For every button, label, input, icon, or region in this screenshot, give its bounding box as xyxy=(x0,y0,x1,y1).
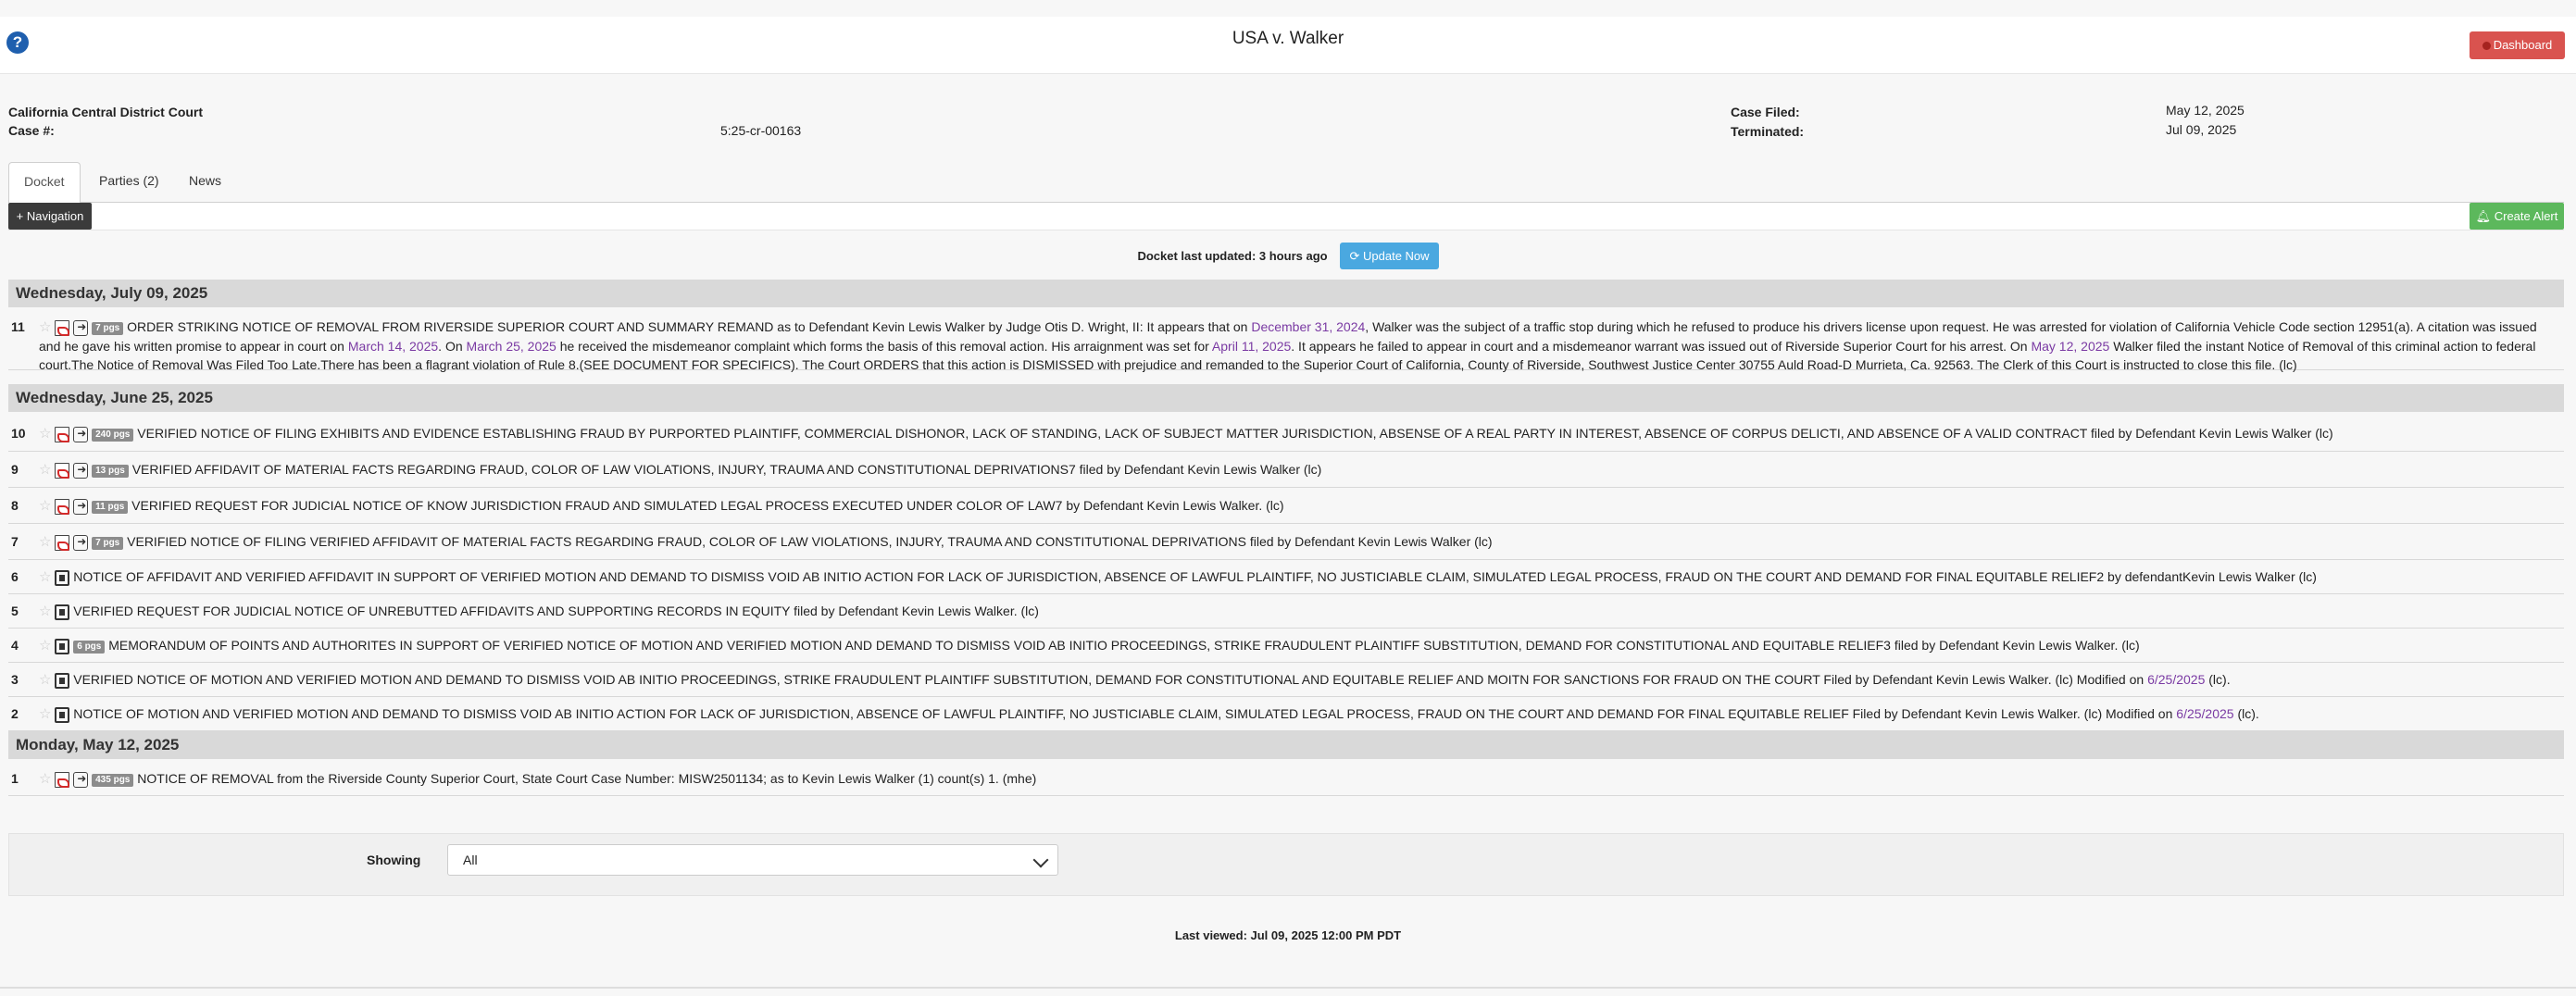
case-number: 5:25-cr-00163 xyxy=(720,123,802,138)
share-icon[interactable] xyxy=(73,535,88,551)
page-count-badge: 435 pgs xyxy=(92,774,133,787)
tab-docket[interactable]: Docket xyxy=(8,162,81,204)
entry-text-part: , Walker was the subject of a traffic stop during which he refused to produce his drivers license upon request. He was arrested for violation of California Vehicle Code section 12951(a). A citation was issued and he gave his written promise to appear in court on xyxy=(39,319,2537,354)
docket-entry-4 xyxy=(8,629,2564,663)
bell-icon: 🔔︎ xyxy=(2475,209,2495,223)
case-filed-label: Case Filed: xyxy=(1731,105,1800,119)
entry-number: 10 xyxy=(11,426,26,441)
create-alert-label: Create Alert xyxy=(2494,209,2558,223)
entry-description: VERIFIED NOTICE OF MOTION AND VERIFIED MOTION AND DEMAND TO DISMISS VOID AB INITIO PROCEEDINGS, STRIKE FRAUDULENT PLAINTIFF SUBSTITUTION, DEMAND FOR CONSTITUTIONAL AND EQUITABLE RELIEF AND MOITN FOR SANCTIONS FOR FRAUD ON THE COURT Filed by Defendant Kevin Lewis Walker. (lc) Modified on xyxy=(73,672,2148,687)
entry-description: NOTICE OF MOTION AND VERIFIED MOTION AND DEMAND TO DISMISS VOID AB INITIO ACTION FOR LACK OF JURISDICTION, ABSENCE OF LAWFUL PLAINTIFF, NO JUSTICIABLE CLAIM, SIMULATED LEGAL PROCESS, FRAUD ON THE COURT AND DEMAND FOR FINAL EQUITABLE RELIEF Filed by Defendant Kevin Lewis Walker. (lc) Modified on xyxy=(73,706,2177,721)
entry-number: 7 xyxy=(11,534,19,549)
docket-entry-5 xyxy=(8,594,2564,629)
entry-text-part: . It appears he failed to appear in court and a misdemeanor warrant was issued out of Riverside Superior Court for his arrest. On xyxy=(1291,339,2032,354)
share-icon[interactable] xyxy=(73,320,88,336)
navigation-button[interactable]: + Navigation xyxy=(8,203,92,230)
last-updated-text: Docket last updated: 3 hours ago xyxy=(1137,249,1328,263)
share-icon[interactable] xyxy=(73,463,88,479)
docket-entry-3 xyxy=(8,663,2564,697)
entry-text xyxy=(39,602,2560,621)
star-icon[interactable]: ☆ xyxy=(39,569,52,585)
star-icon[interactable]: ☆ xyxy=(39,534,52,550)
star-icon[interactable]: ☆ xyxy=(39,462,52,478)
pdf-icon[interactable] xyxy=(55,427,69,442)
share-icon[interactable] xyxy=(73,772,88,788)
entry-text-part: ORDER STRIKING NOTICE OF REMOVAL FROM RIVERSIDE SUPERIOR COURT AND SUMMARY REMAND as to Defendant Kevin Lewis Walker by Judge Otis D. Wright, II: It appears that on xyxy=(127,319,1252,334)
star-icon[interactable]: ☆ xyxy=(39,498,52,514)
docket-entry-1 xyxy=(8,761,2564,796)
date-link[interactable]: March 14, 2025 xyxy=(347,339,439,354)
chevron-down-icon xyxy=(1033,853,1049,868)
share-icon[interactable] xyxy=(73,427,88,442)
showing-label: Showing xyxy=(367,853,421,867)
terminated-date: Jul 09, 2025 xyxy=(2166,122,2237,137)
entry-text xyxy=(39,460,2560,479)
pdf-icon[interactable] xyxy=(55,772,69,788)
last-viewed-text: Last viewed: Jul 09, 2025 12:00 PM PDT xyxy=(1174,928,1402,942)
update-now-label: Update Now xyxy=(1363,249,1430,263)
tab-parties[interactable]: Parties (2) xyxy=(99,173,159,188)
entry-number: 9 xyxy=(11,462,19,477)
update-now-button[interactable] xyxy=(1340,243,1438,269)
modified-date-link[interactable]: 6/25/2025 xyxy=(2147,672,2206,687)
page-count-badge: 6 pgs xyxy=(73,641,105,654)
case-info xyxy=(8,105,2564,142)
tab-bar xyxy=(8,162,2564,203)
film-icon[interactable] xyxy=(55,639,69,654)
pdf-icon[interactable] xyxy=(55,320,69,336)
date-link[interactable]: May 12, 2025 xyxy=(2031,339,2110,354)
share-icon[interactable] xyxy=(73,499,88,515)
entry-number: 3 xyxy=(11,672,19,687)
entry-tail: (lc). xyxy=(2233,706,2259,721)
entry-text-part: . On xyxy=(438,339,467,354)
pdf-icon[interactable] xyxy=(55,535,69,551)
film-icon[interactable] xyxy=(55,707,69,723)
dashboard-icon xyxy=(2482,42,2491,50)
refresh-icon: ⟳ xyxy=(1349,249,1363,263)
docket-entry-8 xyxy=(8,488,2564,524)
showing-select[interactable] xyxy=(447,844,1058,876)
entry-description: VERIFIED REQUEST FOR JUDICIAL NOTICE OF UNREBUTTED AFFIDAVITS AND SUPPORTING RECORDS IN EQUITY filed by Defendant Kevin Lewis Walker. (lc) xyxy=(73,604,1039,618)
star-icon[interactable]: ☆ xyxy=(39,426,52,442)
entry-text xyxy=(39,317,2560,374)
date-link[interactable]: March 25, 2025 xyxy=(466,339,556,354)
film-icon[interactable] xyxy=(55,604,69,620)
entry-text-part: he received the misdemeanor complaint which forms the basis of this removal action. His arraignment was set for xyxy=(556,339,1212,354)
page-count-badge: 13 pgs xyxy=(92,465,129,478)
entry-number: 5 xyxy=(11,604,19,618)
star-icon[interactable]: ☆ xyxy=(39,638,52,654)
docket-entry-10 xyxy=(8,417,2564,452)
help-icon[interactable]: ? xyxy=(6,31,29,54)
docket-entry-2 xyxy=(8,697,2564,731)
entry-tail: (lc). xyxy=(2205,672,2231,687)
bottom-divider xyxy=(0,987,2576,989)
entry-text xyxy=(39,769,2560,789)
date-header: Wednesday, July 09, 2025 xyxy=(8,280,2564,307)
docket-toolbar xyxy=(8,203,2564,230)
page-title: USA v. Walker xyxy=(1232,29,1344,48)
page-count-badge: 7 pgs xyxy=(92,537,123,550)
docket-entry-9 xyxy=(8,452,2564,488)
tab-news[interactable]: News xyxy=(189,173,222,188)
entry-description: NOTICE OF AFFIDAVIT AND VERIFIED AFFIDAVIT IN SUPPORT OF VERIFIED MOTION AND DEMAND TO DISMISS VOID AB INITIO ACTION FOR LACK OF JURISDICTION, ABSENCE OF LAWFUL PLAINTIFF, NO JUSTICIABLE CLAIM, SIMULATED LEGAL PROCESS, FRAUD ON THE COURT AND DEMAND FOR FINAL EQUITABLE RELIEF2 by defendantKevin Lewis Walker (lc) xyxy=(73,569,2317,584)
entry-text xyxy=(39,424,2560,443)
date-header: Monday, May 12, 2025 xyxy=(8,731,2564,759)
entry-description: VERIFIED AFFIDAVIT OF MATERIAL FACTS REGARDING FRAUD, COLOR OF LAW VIOLATIONS, INJURY, TRAUMA AND CONSTITUTIONAL DEPRIVATIONS7 filed by Defendant Kevin Lewis Walker (lc) xyxy=(131,462,1322,477)
entry-number: 8 xyxy=(11,498,19,513)
docket-entry-11 xyxy=(8,315,2564,370)
pdf-icon[interactable] xyxy=(55,463,69,479)
entry-description: VERIFIED NOTICE OF FILING EXHIBITS AND EVIDENCE ESTABLISHING FRAUD BY PURPORTED PLAINTIFF, COMMERCIAL DISHONOR, LACK OF STANDING, LACK OF SUBJECT MATTER JURISDICTION, ABSENSE OF A REAL PARTY IN INTEREST, ABSENCE OF CORPUS DELICTI, AND ABSENCE OF A VALID CONTRACT filed by Defendant Kevin Lewis Walker (lc) xyxy=(137,426,2333,441)
docket-entry-6 xyxy=(8,560,2564,594)
entry-number: 11 xyxy=(11,319,25,334)
film-icon[interactable] xyxy=(55,570,69,586)
entry-description: VERIFIED REQUEST FOR JUDICIAL NOTICE OF KNOW JURISDICTION FRAUD AND SIMULATED LEGAL PROCESS EXECUTED UNDER COLOR OF LAW7 by Defendant Kevin Lewis Walker. (lc) xyxy=(131,498,1284,513)
entry-text xyxy=(39,496,2560,516)
entry-number: 6 xyxy=(11,569,19,584)
star-icon[interactable]: ☆ xyxy=(39,771,52,787)
star-icon[interactable]: ☆ xyxy=(39,319,52,335)
entry-text xyxy=(39,704,2560,724)
court-name: California Central District Court xyxy=(8,105,204,119)
date-header: Wednesday, June 25, 2025 xyxy=(8,384,2564,412)
last-updated-bar xyxy=(0,243,2576,270)
entry-number: 4 xyxy=(11,638,19,653)
modified-date-link[interactable]: 6/25/2025 xyxy=(2176,706,2234,721)
entry-number: 1 xyxy=(11,771,19,786)
case-filed-date: May 12, 2025 xyxy=(2166,103,2245,118)
star-icon[interactable]: ☆ xyxy=(39,672,52,688)
create-alert-button[interactable] xyxy=(2470,203,2564,230)
entry-description: MEMORANDUM OF POINTS AND AUTHORITES IN SUPPORT OF VERIFIED NOTICE OF MOTION AND VERIFIED MOTION AND DEMAND TO DISMISS VOID AB INITIO PROCEEDINGS, STRIKE FRAUDULENT PLAINTIFF SUBSTITUTION, DEMAND FOR CONSTITUTIONAL AND EQUITABLE RELIEF3 filed by Defendant Kevin Lewis Walker. (lc) xyxy=(108,638,2140,653)
page-count-badge: 240 pgs xyxy=(92,429,133,442)
top-bar xyxy=(0,17,2576,74)
dashboard-button[interactable] xyxy=(2470,31,2565,59)
entry-description: VERIFIED NOTICE OF FILING VERIFIED AFFIDAVIT OF MATERIAL FACTS REGARDING FRAUD, COLOR OF LAW VIOLATIONS, INJURY, TRAUMA AND CONSTITUTIONAL DEPRIVATIONS filed by Defendant Kevin Lewis Walker (lc) xyxy=(127,534,1493,549)
case-number-label: Case #: xyxy=(8,123,55,138)
page-count-badge: 11 pgs xyxy=(92,501,128,514)
page-count-badge: 7 pgs xyxy=(92,322,123,335)
entry-text xyxy=(39,670,2560,690)
entry-number: 2 xyxy=(11,706,19,721)
entry-text xyxy=(39,636,2560,655)
showing-selected-value: All xyxy=(463,853,478,867)
docket-entry-7 xyxy=(8,524,2564,560)
entry-text xyxy=(39,567,2560,587)
dashboard-label: Dashboard xyxy=(2493,38,2553,52)
entry-description: NOTICE OF REMOVAL from the Riverside County Superior Court, State Court Case Number: MISW2501134; as to Kevin Lewis Walker (1) count(s) 1. (mhe) xyxy=(137,771,1037,786)
film-icon[interactable] xyxy=(55,673,69,689)
star-icon[interactable]: ☆ xyxy=(39,604,52,619)
entry-text xyxy=(39,532,2560,552)
date-link[interactable]: December 31, 2024 xyxy=(1251,319,1366,334)
star-icon[interactable]: ☆ xyxy=(39,706,52,722)
entry-text-part: Walker filed the instant Notice of Removal of this criminal action to federal court.The Notice of Removal Was Filed Too Late.There has been a flagrant violation of Rule 8.(SEE DOCUMENT FOR SPECIFICS). The Court ORDERS that this action is DISMISSED with prejudice and remanded to the Superior Court of California, County of Riverside, Southwest Justice Center 30755 Auld Road-D Murrieta, Ca. 92563. The Clerk of this Court is instructed to close this file. (lc) xyxy=(39,339,2536,372)
filter-panel xyxy=(8,833,2564,896)
terminated-label: Terminated: xyxy=(1731,124,1805,139)
date-link[interactable]: April 11, 2025 xyxy=(1211,339,1292,354)
pdf-icon[interactable] xyxy=(55,499,69,515)
